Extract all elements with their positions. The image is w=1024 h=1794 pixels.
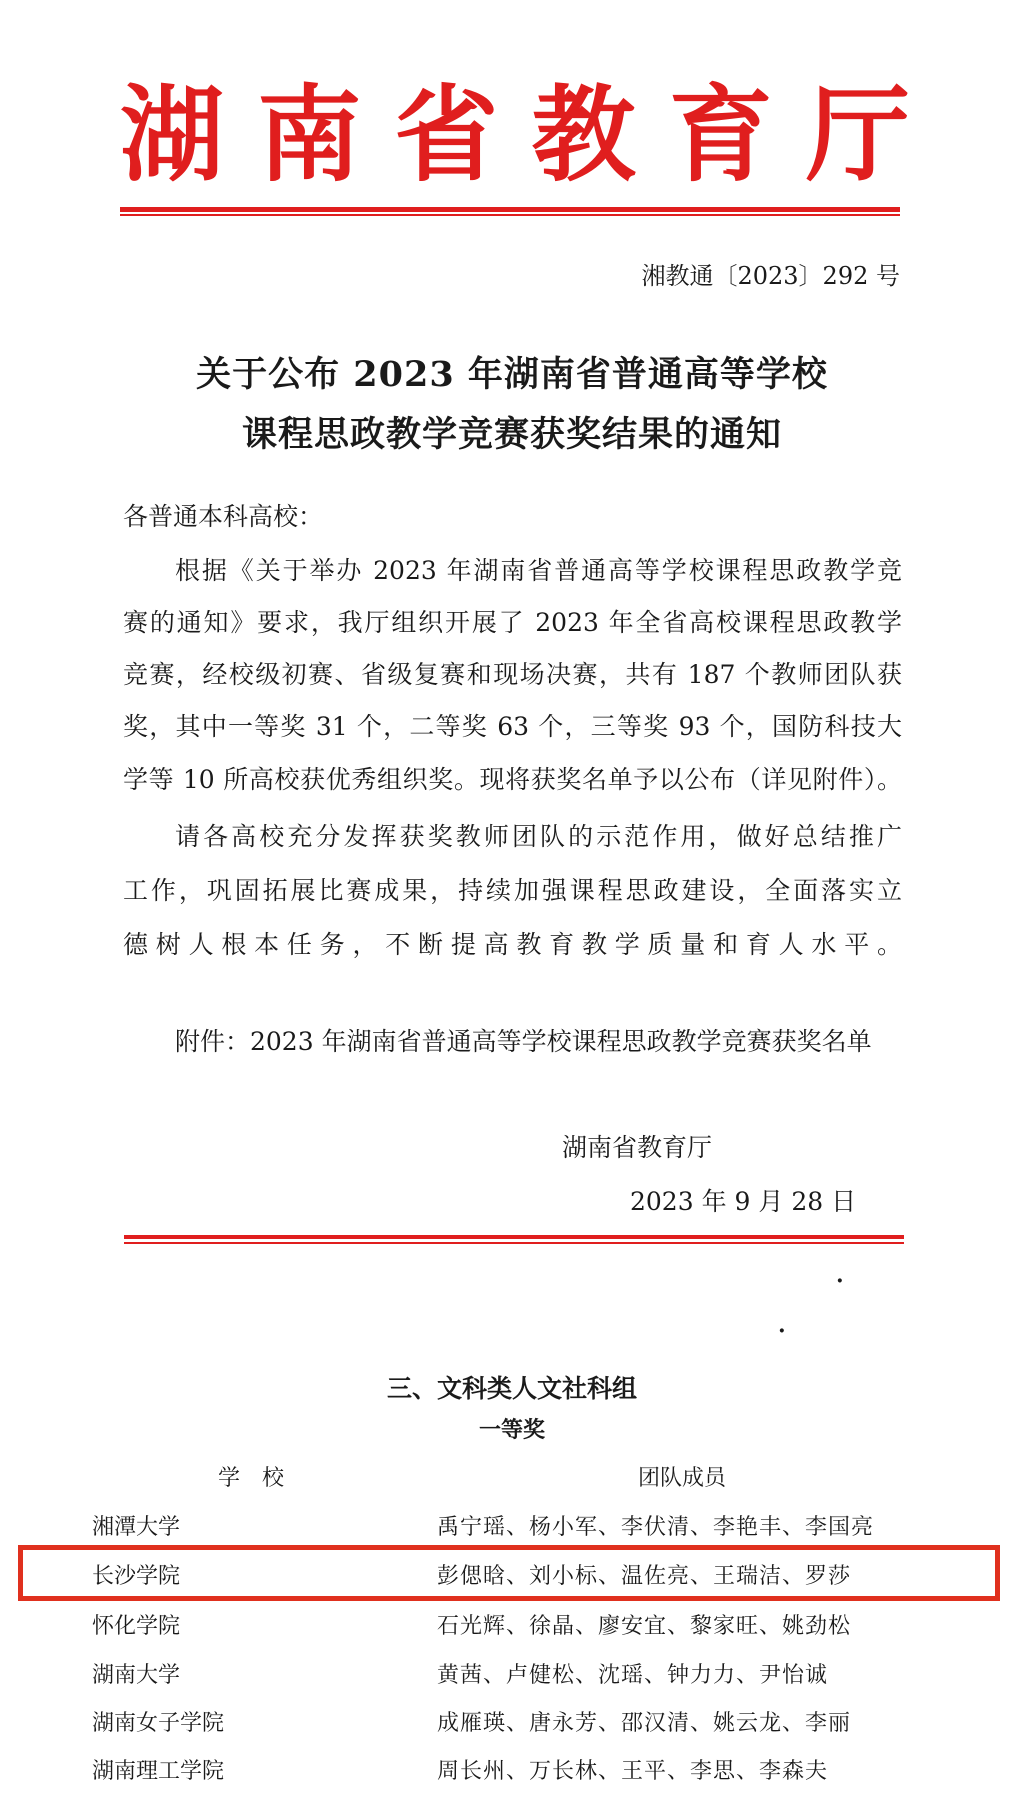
- footer-divider: [124, 1235, 904, 1239]
- paragraph-line: 赛的通知》要求，我厅组织开展了 2023 年全省高校课程思政教学: [123, 608, 902, 637]
- column-header-school: 学 校: [218, 1466, 285, 1491]
- table-row: [92, 1754, 932, 1794]
- header-char: 省: [394, 73, 499, 196]
- school-name: 长沙学院: [92, 1564, 181, 1589]
- school-name: 湖南大学: [92, 1663, 181, 1688]
- header-char: 厅: [805, 73, 910, 196]
- table-row: [92, 1706, 932, 1746]
- salutation: 各普通本科高校：: [123, 502, 324, 531]
- scan-dot: ·: [836, 1268, 844, 1294]
- school-name: 湖南女子学院: [92, 1711, 225, 1736]
- attachment-note: 附件：2023 年湖南省普通高等学校课程思政教学竞赛获奖名单: [175, 1027, 872, 1056]
- paragraph-line: 根据《关于举办 2023 年湖南省普通高等学校课程思政教学竞: [175, 556, 902, 585]
- header-divider: [120, 207, 900, 212]
- team-members: 禹宁瑶、杨小军、李伏清、李艳丰、李国亮: [437, 1515, 875, 1540]
- school-name: 湘潭大学: [92, 1515, 181, 1540]
- notice-title-line2: 课程思政教学竞赛获奖结果的通知: [241, 414, 782, 455]
- paragraph-line: 工作，巩固拓展比赛成果，持续加强课程思政建设，全面落实立: [123, 876, 902, 905]
- table-row: [92, 1658, 932, 1698]
- highlight-box: [18, 1545, 1000, 1601]
- paragraph-line: 请各高校充分发挥获奖教师团队的示范作用，做好总结推广: [175, 822, 902, 851]
- notice-title-line1: 关于公布 2023 年湖南省普通高等学校: [196, 354, 828, 395]
- paragraph-line: 学等 10 所高校获优秀组织奖。现将获奖名单予以公布（详见附件）。: [123, 765, 902, 794]
- team-members: 石光辉、徐晶、廖安宜、黎家旺、姚劲松: [437, 1614, 852, 1639]
- section-title: 三、文科类人文社科组: [386, 1374, 637, 1403]
- document-number: 湘教通〔2023〕292 号: [641, 262, 900, 290]
- signature-org: 湖南省教育厅: [562, 1133, 713, 1162]
- team-members: 黄茜、卢健松、沈瑶、钟力力、尹怡诚: [437, 1663, 829, 1688]
- paragraph-line: 德树人根本任务，不断提高教育教学质量和育人水平。: [123, 930, 902, 959]
- team-members: 成雁瑛、唐永芳、邵汉清、姚云龙、李丽: [437, 1711, 852, 1736]
- school-name: 怀化学院: [92, 1614, 181, 1639]
- header-char: 南: [257, 73, 362, 196]
- table-row: [92, 1609, 932, 1649]
- issuer-header: [120, 73, 910, 196]
- award-level: 一等奖: [478, 1418, 545, 1443]
- paragraph-line: 奖，其中一等奖 31 个，二等奖 63 个，三等奖 93 个，国防科技大: [123, 712, 902, 741]
- column-header-members: 团队成员: [638, 1466, 727, 1491]
- footer-divider-thin: [124, 1242, 904, 1244]
- paragraph-line: 竞赛，经校级初赛、省级复赛和现场决赛，共有 187 个教师团队获: [123, 660, 902, 689]
- signature-date: 2023 年 9 月 28 日: [630, 1187, 857, 1216]
- school-name: 湖南理工学院: [92, 1759, 225, 1784]
- header-divider-thin: [120, 214, 900, 216]
- header-char: 教: [531, 73, 636, 196]
- team-members: 周长州、万长林、王平、李思、李森夫: [437, 1759, 829, 1784]
- header-char: 湖: [120, 73, 225, 196]
- header-char: 育: [668, 73, 773, 196]
- scan-dot: ·: [778, 1318, 786, 1344]
- team-members: 彭偲晗、刘小标、温佐亮、王瑞洁、罗莎: [437, 1564, 852, 1589]
- table-row: [92, 1510, 932, 1550]
